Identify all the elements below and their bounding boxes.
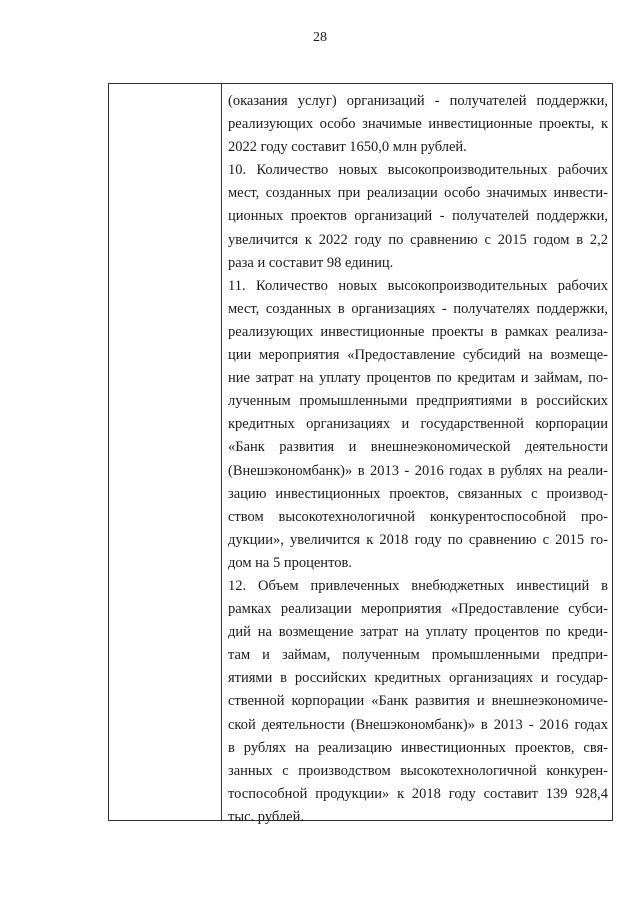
text-line: тоспособной продукции» к 2018 году составит 139 928,4: [228, 785, 608, 802]
text-line: мест, созданных при реализации особо значимых инвести-: [228, 185, 608, 202]
text-line: реализующих особо значимые инвестиционные проекты, к: [228, 116, 608, 133]
text-line: 10. Количество новых высокопроизводительных рабочих: [228, 162, 608, 179]
text-line: ние затрат на уплату процентов по кредитам и займам, по-: [228, 370, 608, 387]
text-line: дукции», увеличится к 2018 году по сравнению с 2015 го-: [228, 531, 608, 548]
text-line: тыс. рублей.: [228, 808, 304, 825]
text-line: там и займам, полученным промышленными предпри-: [228, 647, 608, 664]
indicators-table: [108, 83, 613, 825]
text-line: ции мероприятия «Предоставление субсидий на возмеще-: [228, 347, 608, 364]
text-line: 2022 году составит 1650,0 млн рублей.: [228, 139, 467, 156]
text-line: (Внешэкономбанк)» в 2013 - 2016 годах в рублях на реали-: [228, 462, 608, 479]
text-line: реализующих инвестиционные проекты в рамках реализа-: [228, 323, 608, 340]
text-line: увеличится к 2022 году по сравнению с 2015 годом в 2,2: [228, 231, 608, 248]
column-divider: [221, 84, 222, 820]
table-right-cell: [228, 90, 608, 829]
text-line: лученным промышленными предприятиями в российских: [228, 393, 608, 410]
text-line: дий на возмещение затрат на уплату процентов по креди-: [228, 624, 608, 641]
text-line: 11. Количество новых высокопроизводительных рабочих: [228, 277, 608, 294]
text-line: зацию инвестиционных проектов, связанных с производ-: [228, 485, 608, 502]
text-line: в рублях на реализацию инвестиционных проектов, свя-: [228, 739, 608, 756]
page-number: 28: [313, 30, 327, 45]
text-line: занных с производством высокотехнологичной конкурен-: [228, 762, 608, 779]
text-line: кредитных организациях и государственной корпорации: [228, 416, 608, 433]
text-line: «Банк развития и внешнеэкономической деятельности: [228, 439, 608, 456]
text-line: ством высокотехнологичной конкурентоспособной про-: [228, 508, 608, 525]
text-line: дом на 5 процентов.: [228, 554, 352, 571]
text-line: ственной корпорации «Банк развития и внешнеэкономиче-: [228, 693, 608, 710]
text-line: ятиями в российских кредитных организациях и государ-: [228, 670, 608, 687]
text-line: 12. Объем привлеченных внебюджетных инвестиций в: [228, 577, 608, 594]
text-line: ционных проектов организаций - получателей поддержки,: [228, 208, 608, 225]
text-line: мест, созданных в организациях - получателях поддержки,: [228, 300, 608, 317]
text-line: раза и составит 98 единиц.: [228, 254, 394, 271]
text-line: ской деятельности (Внешэкономбанк)» в 2013 - 2016 годах: [228, 716, 608, 733]
text-line: рамках реализации мероприятия «Предоставление субси-: [228, 601, 608, 618]
text-line: (оказания услуг) организаций - получателей поддержки,: [228, 93, 608, 109]
